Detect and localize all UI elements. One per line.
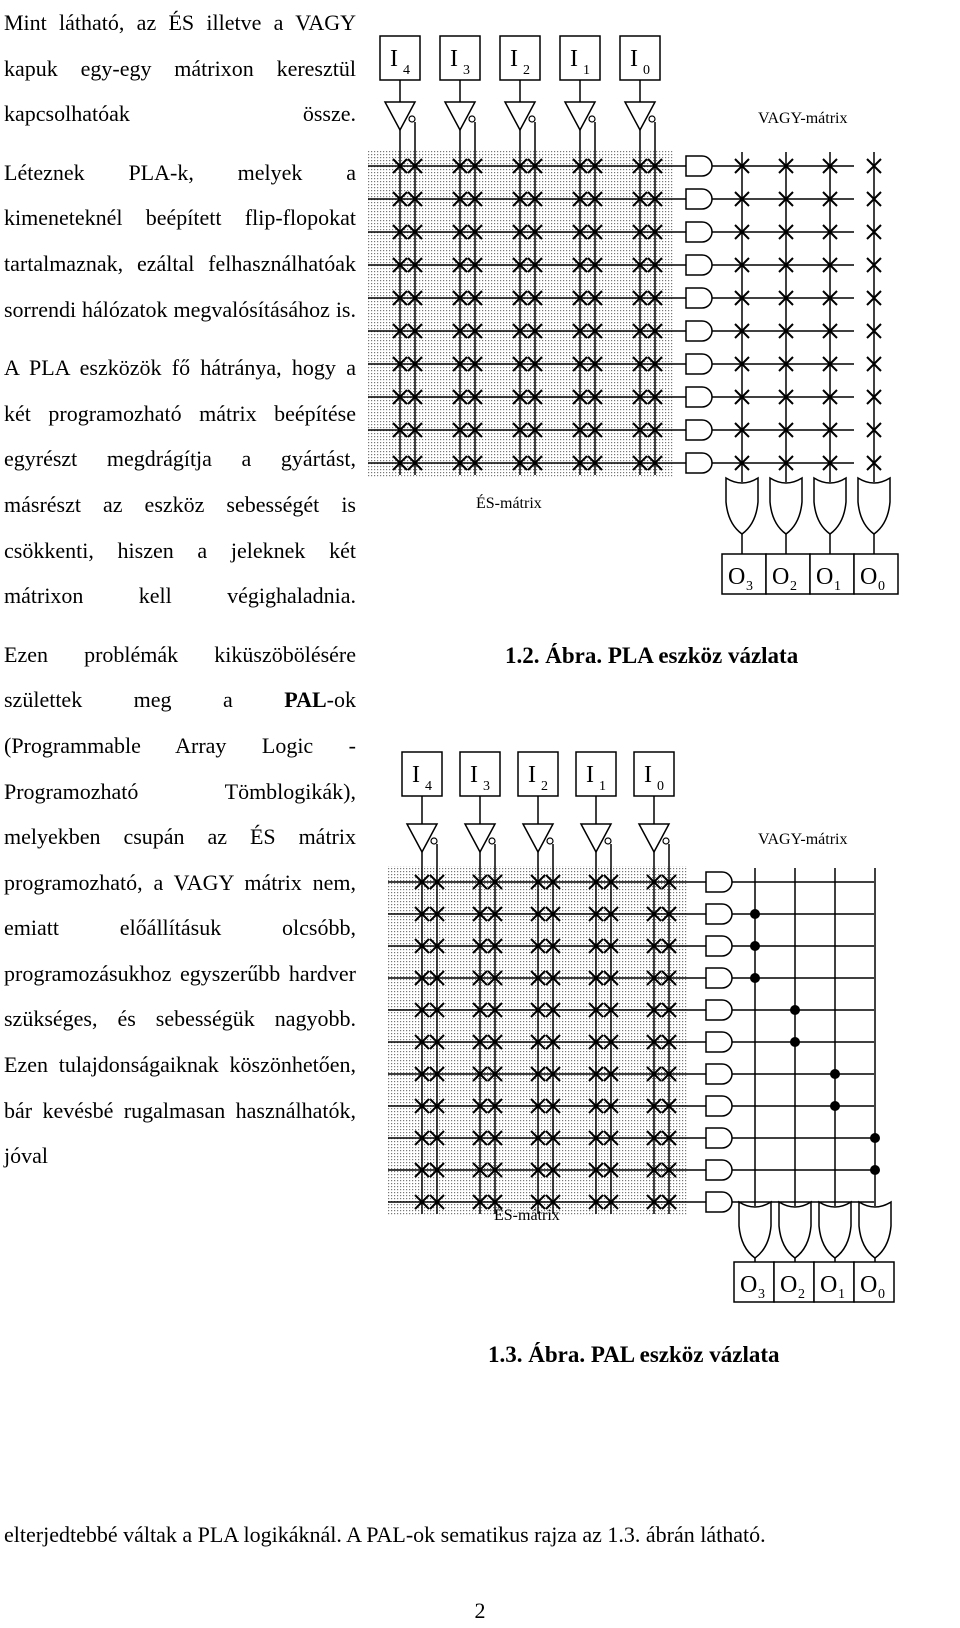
fixed-connection-dot <box>750 941 760 951</box>
paragraph-pal <box>4 632 356 1179</box>
and-gate <box>706 1192 732 1212</box>
input-label: I <box>644 762 652 788</box>
input-label: I <box>510 46 518 72</box>
inverter-bubble <box>649 116 655 122</box>
output-label: O <box>728 564 746 590</box>
fixed-connection-dot <box>870 1133 880 1143</box>
and-matrix-label: ÉS-mátrix <box>494 1207 560 1224</box>
inverter-bubble <box>529 116 535 122</box>
inverter-bubble <box>409 116 415 122</box>
and-gate <box>706 1032 732 1052</box>
body-text-column <box>4 0 356 1179</box>
input-box <box>576 752 616 796</box>
inverter-bubble <box>663 838 669 844</box>
input-subscript: 0 <box>657 779 664 794</box>
input-box <box>620 36 660 80</box>
output-label: O <box>740 1272 758 1298</box>
input-label: I <box>570 46 578 72</box>
output-label: O <box>780 1272 798 1298</box>
or-matrix-label: VAGY-mátrix <box>758 831 848 848</box>
and-gate <box>686 354 712 374</box>
input-box <box>634 752 674 796</box>
output-subscript: 1 <box>834 579 841 594</box>
and-gate <box>686 255 712 275</box>
and-gate <box>706 1128 732 1148</box>
and-gate <box>686 189 712 209</box>
and-gate <box>686 420 712 440</box>
input-label: I <box>630 46 638 72</box>
input-box <box>518 752 558 796</box>
output-label: O <box>820 1272 838 1298</box>
fixed-connection-dot <box>830 1101 840 1111</box>
inverter-bubble <box>431 838 437 844</box>
paragraph-pal-before: Ezen problémák kiküszöbölésére születtek meg a <box>4 641 356 713</box>
and-gate <box>686 288 712 308</box>
inverter-bubble <box>469 116 475 122</box>
paragraph-pal-after: -ok (Programmable Array Logic - Programozható Tömblogikák), melyekben csupán az ÉS mátrix programozható, a VAGY mátrix nem, emiatt előállításuk olcsóbb, programozásukhoz egyszerűbb hardver szükséges, és sebességük nagyobb. Ezen tulajdonságaiknak köszönhetően, bár kevésbé rugalmasan használhatók, jóval <box>4 687 356 1169</box>
input-subscript: 3 <box>463 63 470 78</box>
input-box <box>440 36 480 80</box>
output-label: O <box>816 564 834 590</box>
and-matrix-label: ÉS-mátrix <box>476 495 542 512</box>
input-subscript: 2 <box>523 63 530 78</box>
or-gate <box>726 478 758 534</box>
output-subscript: 2 <box>790 579 797 594</box>
and-gate <box>706 1096 732 1116</box>
and-gate <box>686 222 712 242</box>
input-label: I <box>450 46 458 72</box>
paragraph: Mint látható, az ÉS illetve a VAGY kapuk egy-egy mátrixon keresztül kapcsolhatóak össze. <box>4 10 356 127</box>
input-box <box>500 36 540 80</box>
input-subscript: 1 <box>583 63 590 78</box>
input-label: I <box>528 762 536 788</box>
pal-figure <box>388 748 928 1314</box>
and-gate <box>706 904 732 924</box>
input-subscript: 2 <box>541 779 548 794</box>
figure-caption: 1.3. Ábra. PAL eszköz vázlata <box>488 1342 780 1367</box>
input-label: I <box>412 762 420 788</box>
or-gate <box>770 478 802 534</box>
output-subscript: 2 <box>798 1287 805 1302</box>
paragraph-pal-bold: PAL <box>284 687 327 713</box>
output-subscript: 0 <box>878 579 885 594</box>
or-gate <box>858 478 890 534</box>
output-subscript: 3 <box>758 1287 765 1302</box>
input-box <box>560 36 600 80</box>
fixed-connection-dot <box>790 1005 800 1015</box>
input-subscript: 3 <box>483 779 490 794</box>
and-gate <box>686 156 712 176</box>
input-label: I <box>586 762 594 788</box>
output-subscript: 1 <box>838 1287 845 1302</box>
output-label: O <box>860 564 878 590</box>
output-subscript: 0 <box>878 1287 885 1302</box>
input-subscript: 1 <box>599 779 606 794</box>
and-gate <box>706 936 732 956</box>
and-gate <box>706 1000 732 1020</box>
input-box <box>460 752 500 796</box>
paragraph-continuation: elterjedtebbé váltak a PLA logikáknál. A PAL-ok sematikus rajza az 1.3. ábrán látható. <box>4 1522 766 1547</box>
and-gate <box>706 968 732 988</box>
fixed-connection-dot <box>870 1165 880 1175</box>
and-gate <box>686 321 712 341</box>
or-gate <box>739 1202 771 1258</box>
and-gate <box>686 387 712 407</box>
inverter-bubble <box>489 838 495 844</box>
input-subscript: 0 <box>643 63 650 78</box>
input-label: I <box>390 46 398 72</box>
paragraph: A PLA eszközök fő hátránya, hogy a két programozható mátrix beépítése egyrészt megdrágítja a gyártást, másrészt az eszköz sebességét is csökkenti, hiszen a jeleknek két mátrixon kell végighaladnia. <box>4 355 356 609</box>
fixed-connection-dot <box>830 1069 840 1079</box>
page-number: 2 <box>474 1598 486 1623</box>
input-box <box>380 36 420 80</box>
or-gate <box>819 1202 851 1258</box>
or-gate <box>814 478 846 534</box>
fixed-connection-dot <box>750 909 760 919</box>
paragraph: Léteznek PLA-k, melyek a kimeneteknél beépített flip-flopokat tartalmaznak, ezáltal felhasználhatóak sorrendi hálózatok megvalósításához is. <box>4 159 356 322</box>
inverter-bubble <box>547 838 553 844</box>
or-gate <box>779 1202 811 1258</box>
and-gate <box>706 872 732 892</box>
input-label: I <box>470 762 478 788</box>
output-label: O <box>772 564 790 590</box>
and-gate <box>686 453 712 473</box>
or-gate <box>859 1202 891 1258</box>
input-subscript: 4 <box>403 63 410 78</box>
input-subscript: 4 <box>425 779 432 794</box>
and-gate <box>706 1160 732 1180</box>
fixed-connection-dot <box>750 973 760 983</box>
inverter-bubble <box>605 838 611 844</box>
output-label: O <box>860 1272 878 1298</box>
input-box <box>402 752 442 796</box>
pla-figure <box>368 16 914 600</box>
output-subscript: 3 <box>746 579 753 594</box>
and-gate <box>706 1064 732 1084</box>
or-matrix-label: VAGY-mátrix <box>758 110 848 127</box>
figure-caption: 1.2. Ábra. PLA eszköz vázlata <box>505 643 799 668</box>
inverter-bubble <box>589 116 595 122</box>
fixed-connection-dot <box>790 1037 800 1047</box>
